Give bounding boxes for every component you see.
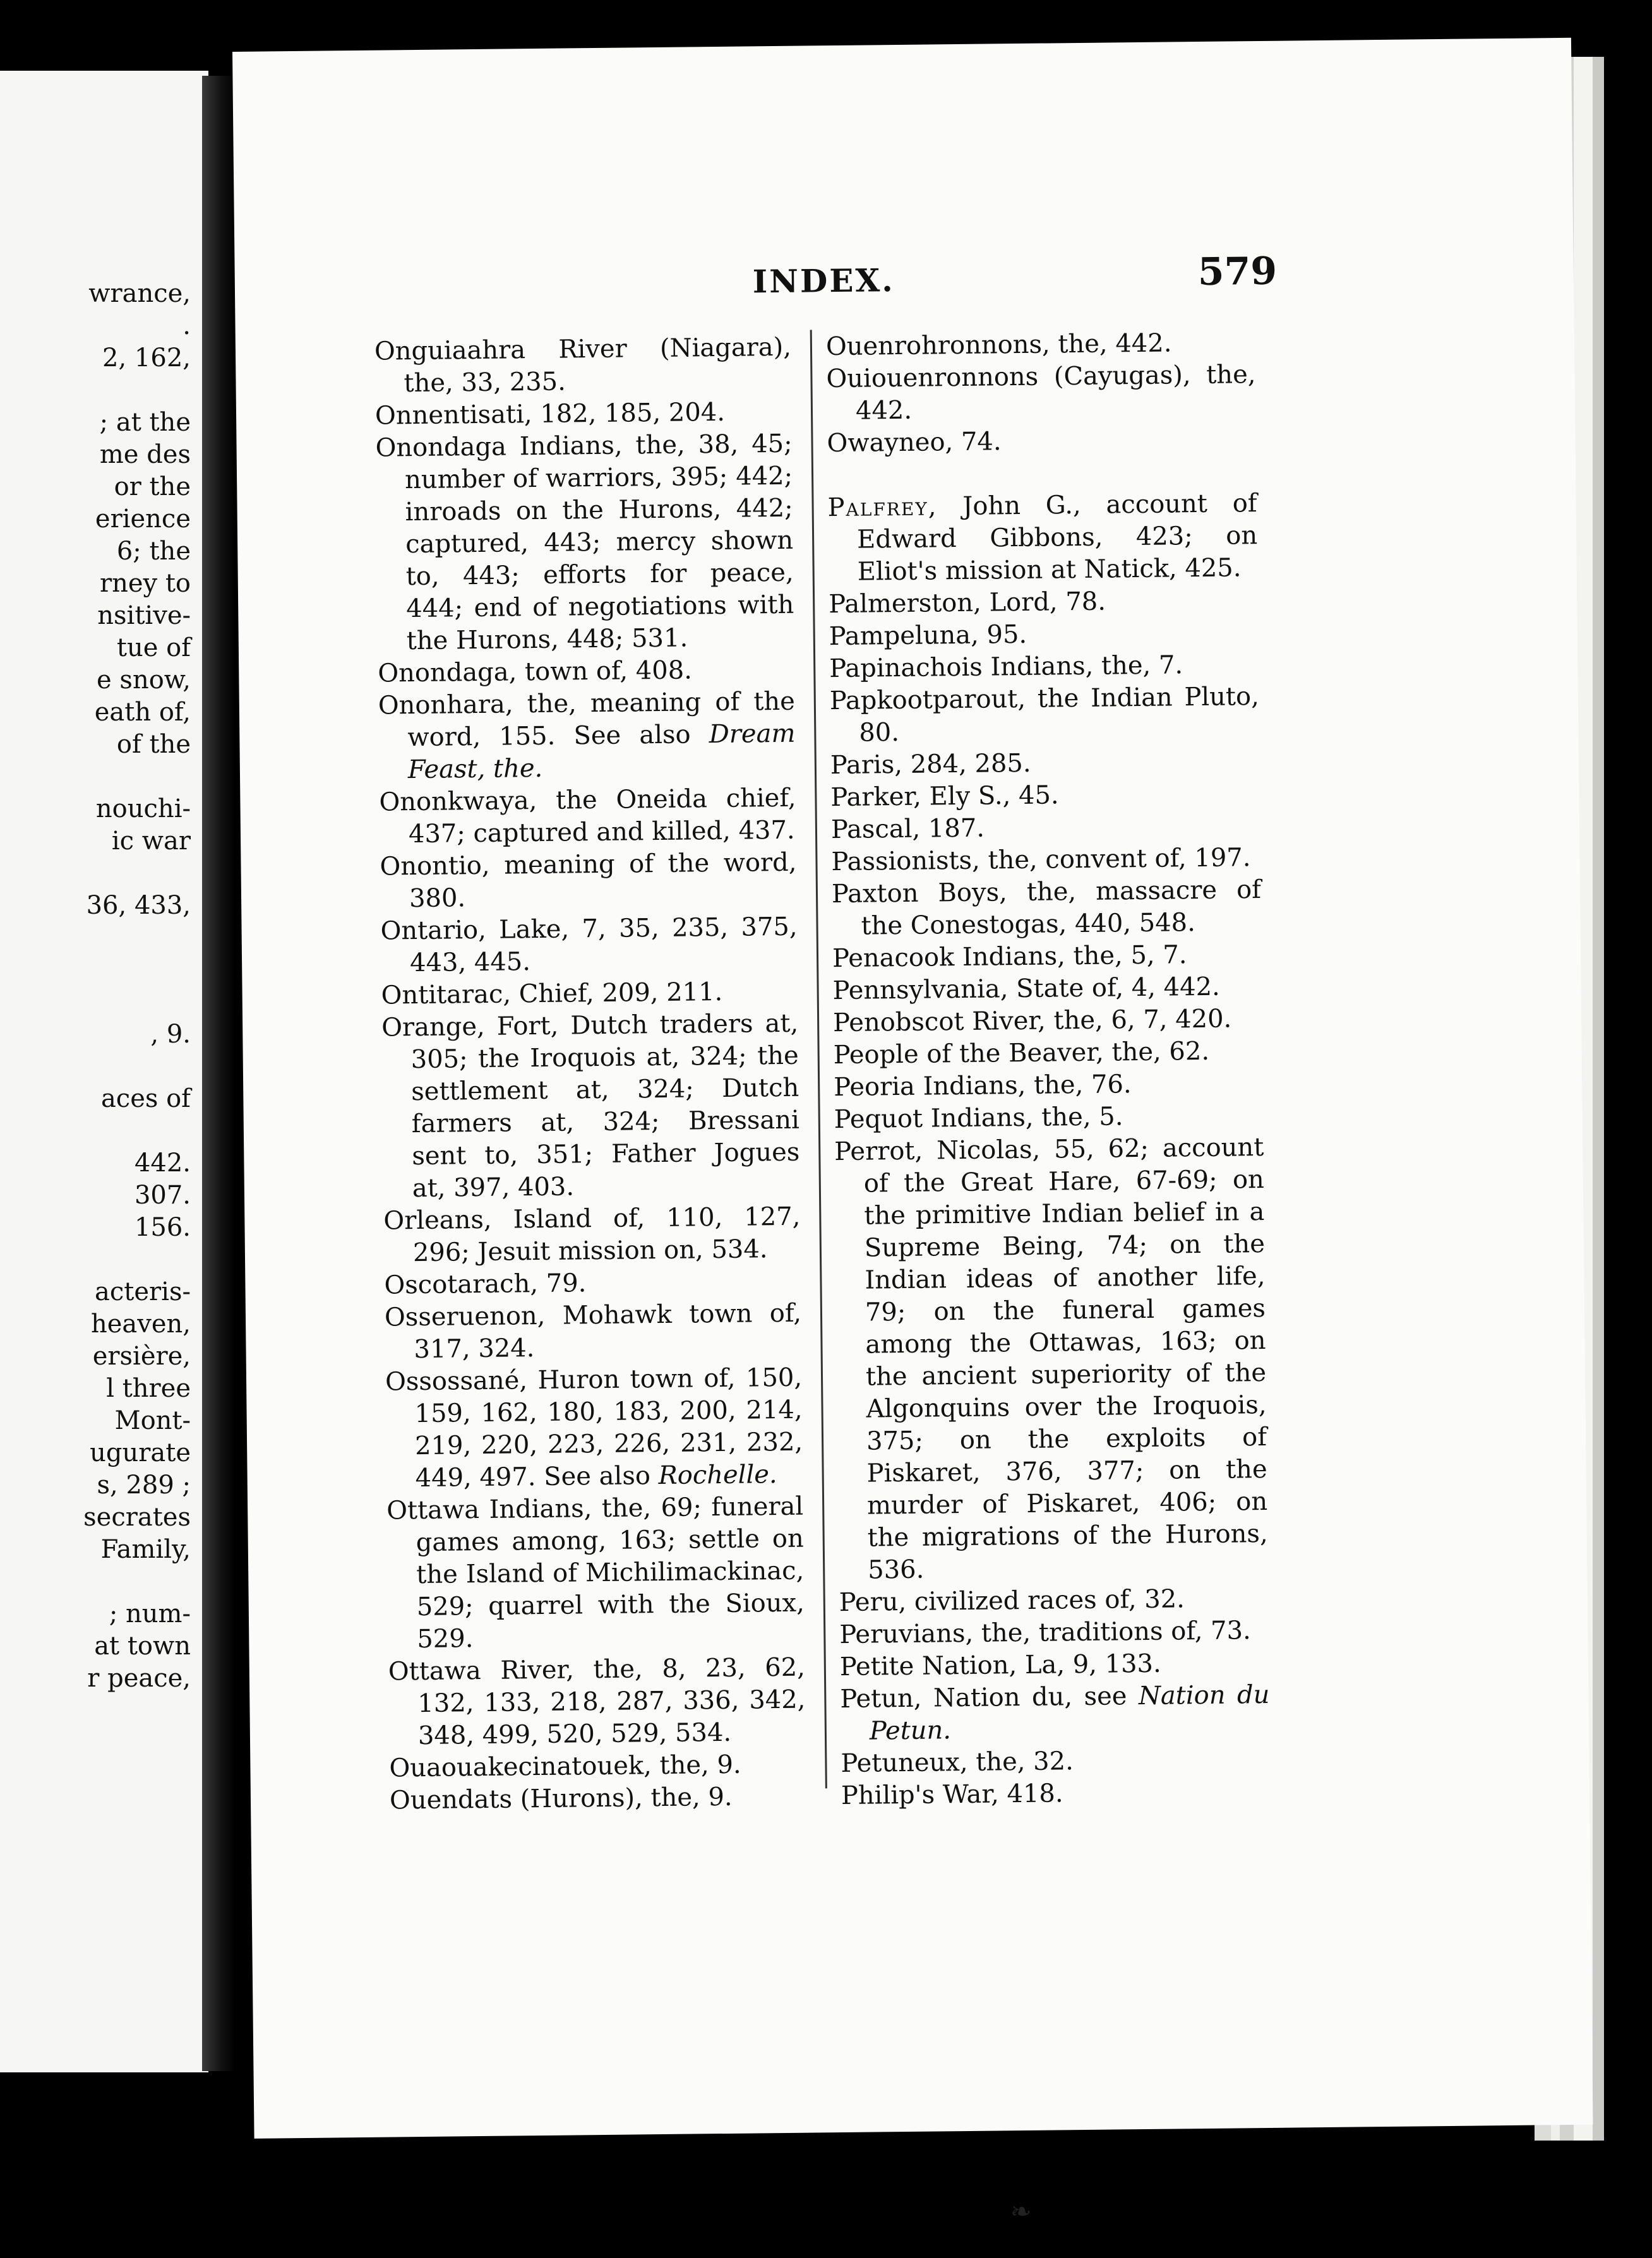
entry-text: Ononkwaya, the Oneida chief, 437; captured and killed, 437. (379, 783, 796, 849)
entry-text: Owayneo, 74. (827, 427, 1002, 458)
left-page-line: acteris- (95, 1277, 191, 1306)
entry-text: Perrot, Nicolas, 55, 62; account of the Great Hare, 67-69; on the primitive Indian belief in a Supreme Being, 74; on the Indian ideas of another life, 79; on the funeral games among the Ottawas, 163; on the ancient superiority of the Algonquins over the Iroquois, 375; on the exploits of Piskaret, 376, 377; on the murder of Piskaret, 406; on the migrations of the Hurons, 536. (834, 1132, 1268, 1585)
index-entry (829, 616, 1258, 653)
entry-cross-reference: Nation du Petun. (869, 1680, 1270, 1746)
entry-text: Parker, Ely S., 45. (830, 780, 1059, 813)
entry-text: Pascal, 187. (830, 813, 985, 845)
entry-text: Ontario, Lake, 7, 35, 235, 375, 443, 445. (380, 912, 798, 978)
entry-text: Peru, civilized races of, 32. (839, 1584, 1185, 1618)
index-entry (839, 1582, 1269, 1619)
left-page-line: l three (106, 1374, 191, 1403)
index-entry (826, 359, 1256, 427)
index-entry (832, 874, 1262, 943)
left-page-line: aces of (100, 1084, 191, 1113)
index-entry (381, 1008, 800, 1205)
index-entry (830, 777, 1260, 814)
left-page-line: 2, 162, (102, 343, 191, 373)
left-page-line: 156. (134, 1213, 191, 1242)
left-page-line: ; at the (99, 408, 191, 437)
index-entry (389, 1748, 806, 1785)
index-entry (384, 1265, 801, 1302)
index-entry (841, 1776, 1271, 1812)
index-entry (379, 782, 796, 851)
left-page-line: 36, 433, (86, 891, 191, 920)
left-page-line: ic war (111, 827, 191, 856)
left-page-line: e snow, (97, 666, 191, 695)
index-entry (388, 1652, 806, 1753)
index-entry (830, 681, 1260, 750)
index-entry (381, 976, 798, 1012)
column-rule (810, 330, 827, 1788)
index-entry (832, 938, 1262, 975)
left-page-line: nsitive- (97, 601, 191, 630)
entry-text: Ononhara, the, meaning of the word, 155. See also (378, 686, 796, 753)
left-page-line: at town (94, 1632, 191, 1661)
entry-text: Paxton Boys, the, massacre of the Conestogas, 440, 548. (831, 875, 1262, 941)
entry-text: Papkootparout, the Indian Pluto, 80. (829, 682, 1260, 748)
left-page-line: heaven, (90, 1310, 191, 1339)
entry-text: People of the Beaver, the, 62. (833, 1036, 1210, 1070)
index-entry (839, 1615, 1269, 1651)
left-page-line: or the (114, 472, 191, 501)
index-page (232, 38, 1593, 2139)
entry-text: Passionists, the, convent of, 197. (831, 843, 1251, 877)
entry-text: Ottawa River, the, 8, 23, 62, 132, 133, 218, 287, 336, 342, 348, 499, 520, 529, 534. (388, 1652, 806, 1751)
entry-text: Petuneux, the, 32. (841, 1747, 1074, 1779)
page-edges (1593, 57, 1604, 2141)
ornament-mark: ❧ (1010, 2197, 1032, 2226)
index-entry (830, 745, 1260, 782)
index-entry (840, 1647, 1269, 1683)
entry-text: Palmerston, Lord, 78. (828, 587, 1106, 619)
index-entry (833, 1035, 1262, 1072)
left-page-line: s, 289 ; (97, 1471, 191, 1500)
entry-text: Ottawa Indians, the, 69; funeral games among, 163; settle on the Island of Michilimackinac, 529; quarrel with the Sioux, 529. (386, 1491, 805, 1654)
index-entry (827, 487, 1258, 588)
entry-text: Pequot Indians, the, 5. (834, 1102, 1123, 1135)
entry-text: Ouiouenronnons (Cayugas), the, 442. (826, 360, 1256, 426)
index-entry (386, 1491, 805, 1656)
entry-text: Onondaga Indians, the, 38, 45; number of warriors, 395; 442; inroads on the Hurons, 442; captured, 443; mercy shown to, 443; efforts for peace, 444; end of negotiations with the Hurons, 448; 531. (375, 429, 794, 656)
left-page-line: . (183, 311, 191, 340)
entry-text: Onnentisati, 182, 185, 204. (374, 397, 726, 431)
entry-text: Orleans, Island of, 110, 127, 296; Jesuit mission on, 534. (383, 1202, 801, 1268)
entry-heading: Palfrey, (827, 492, 938, 523)
entry-text: Penobscot River, the, 6, 7, 420. (832, 1004, 1232, 1038)
entry-text: Onontio, meaning of the word, 380. (380, 847, 797, 914)
entry-cross-reference: Dream Feast, the. (407, 719, 796, 785)
entry-text: Osseruenon, Mohawk town of, 317, 324. (384, 1298, 802, 1365)
index-entry (374, 332, 792, 400)
left-page-line: ; num- (109, 1599, 191, 1628)
index-entry (829, 648, 1259, 685)
entry-text: Petite Nation, La, 9, 133. (839, 1649, 1161, 1682)
left-page-line: r peace, (87, 1664, 191, 1693)
left-page-line: Family, (100, 1535, 191, 1564)
entry-text: Orange, Fort, Dutch traders at, 305; the Iroquois at, 324; the settlement at, 324; Dutch farmers at, 324; Bressani sent to, 351; Father Jogues at, 397, 403. (381, 1008, 800, 1204)
index-entry (390, 1781, 806, 1817)
entry-text: Ontitarac, Chief, 209, 211. (381, 977, 723, 1010)
left-page-line: 6; the (116, 537, 191, 566)
index-entry (834, 1099, 1263, 1136)
left-page-line: eath of, (94, 698, 191, 727)
left-page-line: rney to (99, 569, 191, 598)
left-page-line: ugurate (90, 1438, 191, 1467)
entry-text: Ouenrohronnons, the, 442. (825, 328, 1172, 362)
entry-text: Ossossané, Huron town of, 150, 159, 162, 180, 183, 200, 214, 219, 220, 223, 226, 231, 232, 449, 497. See also (385, 1363, 803, 1493)
entry-text: Papinachois Indians, the, 7. (829, 650, 1183, 684)
left-page-line: nouchi- (95, 794, 191, 823)
left-page-line: erience (95, 505, 191, 534)
index-column-right (826, 326, 1271, 1812)
index-entry (834, 1132, 1268, 1587)
index-entry (832, 971, 1262, 1007)
left-page-line: secrates (83, 1503, 191, 1532)
entry-cross-reference: Rochelle. (658, 1460, 777, 1491)
entry-text: Philip's War, 418. (841, 1779, 1063, 1811)
entry-text: Petun, Nation du, see (840, 1682, 1139, 1714)
index-entry (385, 1298, 802, 1366)
entry-text: Paris, 284, 285. (830, 748, 1031, 780)
left-page-line: 307. (134, 1181, 191, 1210)
index-entry (383, 1201, 801, 1270)
left-page-line: tue of (116, 633, 191, 662)
index-column-left (374, 332, 807, 1817)
left-page-line: , 9. (150, 1020, 191, 1049)
index-entry (375, 428, 794, 658)
entry-text: John G., account of Edward Gibbons, 423; on Eliot's mission at Natick, 425. (856, 489, 1258, 587)
entry-text: Onondaga, town of, 408. (378, 655, 693, 688)
left-page-line: ersière, (92, 1342, 191, 1371)
left-page-line: wrance, (88, 279, 191, 308)
entry-text: Pampeluna, 95. (829, 619, 1027, 652)
index-entry (829, 584, 1258, 621)
index-entry (375, 396, 792, 433)
entry-text: Oscotarach, 79. (384, 1269, 587, 1300)
entry-text: Pennsylvania, State of, 4, 442. (832, 972, 1220, 1006)
book-gutter (202, 76, 235, 2071)
index-entry (834, 1067, 1263, 1104)
index-entry (378, 686, 796, 787)
entry-text: Ouaouakecinatouek, the, 9. (389, 1750, 741, 1783)
left-page-line: me des (99, 440, 191, 469)
left-page-fragment (0, 71, 208, 2072)
index-entry (833, 1003, 1262, 1039)
page-number: 579 (1197, 249, 1278, 295)
index-entry (380, 847, 797, 916)
left-page-line: 442. (134, 1149, 191, 1178)
left-page-line: of the (116, 730, 191, 759)
index-entry (827, 423, 1256, 460)
entry-text: Ouendats (Hurons), the, 9. (389, 1782, 733, 1815)
index-entry (831, 809, 1260, 846)
index-entry (385, 1362, 803, 1495)
index-entry (378, 654, 794, 690)
entry-text: Penacook Indians, the, 5, 7. (832, 940, 1187, 974)
entry-text: Peoria Indians, the, 76. (833, 1070, 1132, 1102)
index-entry (841, 1743, 1270, 1780)
index-entry (380, 911, 798, 980)
entry-text: Onguiaahra River (Niagara), the, 33, 235. (374, 332, 792, 398)
left-page-line: Mont- (114, 1406, 191, 1435)
index-entry (826, 326, 1255, 363)
entry-text: Peruvians, the, traditions of, 73. (839, 1616, 1251, 1650)
index-entry (831, 842, 1260, 878)
running-head: INDEX. (752, 261, 895, 301)
index-entry (840, 1679, 1270, 1748)
